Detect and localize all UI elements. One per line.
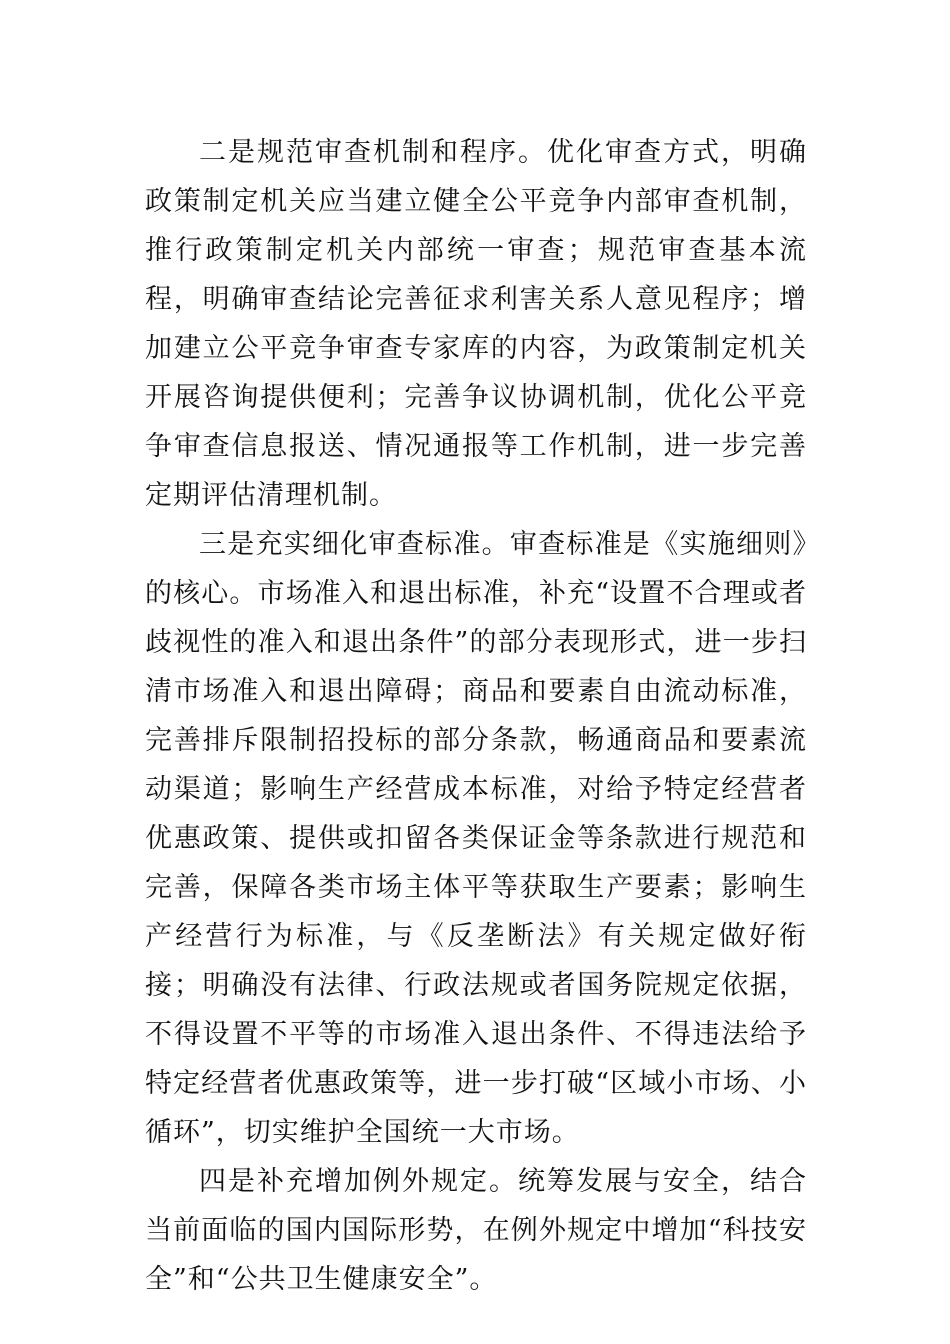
paragraph-mechanism: 二是规范审查机制和程序。优化审查方式，明确政策制定机关应当建立健全公平竞争内部审查机制，推行政策制定机关内部统一审查；规范审查基本流程，明确审查结论完善征求利害关系人意见程序；增加建立公平竞争审查专家库的内容，为政策制定机关开展咨询提供便利；完善争议协调机制，优化公平竞争审查信息报送、情况通报等工作机制，进一步完善定期评估清理机制。 xyxy=(145,137,807,511)
paragraph-standards: 三是充实细化审查标准。审查标准是《实施细则》的核心。市场准入和退出标准，补充“设置不合理或者歧视性的准入和退出条件”的部分表现形式，进一步扫清市场准入和退出障碍；商品和要素自由流动标准，完善排斥限制招投标的部分条款，畅通商品和要素流动渠道；影响生产经营成本标准，对给予特定经营者优惠政策、提供或扣留各类保证金等条款进行规范和完善，保障各类市场主体平等获取生产要素；影响生产经营行为标准，与《反垄断法》有关规定做好衔接；明确没有法律、行政法规或者国务院规定依据，不得设置不平等的市场准入退出条件、不得违法给予特定经营者优惠政策等，进一步打破“区域小市场、小循环”，切实维护全国统一大市场。 xyxy=(145,529,807,1148)
paragraph-exceptions: 四是补充增加例外规定。统筹发展与安全，结合当前面临的国内国际形势，在例外规定中增加“科技安全”和“公共卫生健康安全”。 xyxy=(145,1166,807,1295)
document-body xyxy=(145,128,807,1304)
